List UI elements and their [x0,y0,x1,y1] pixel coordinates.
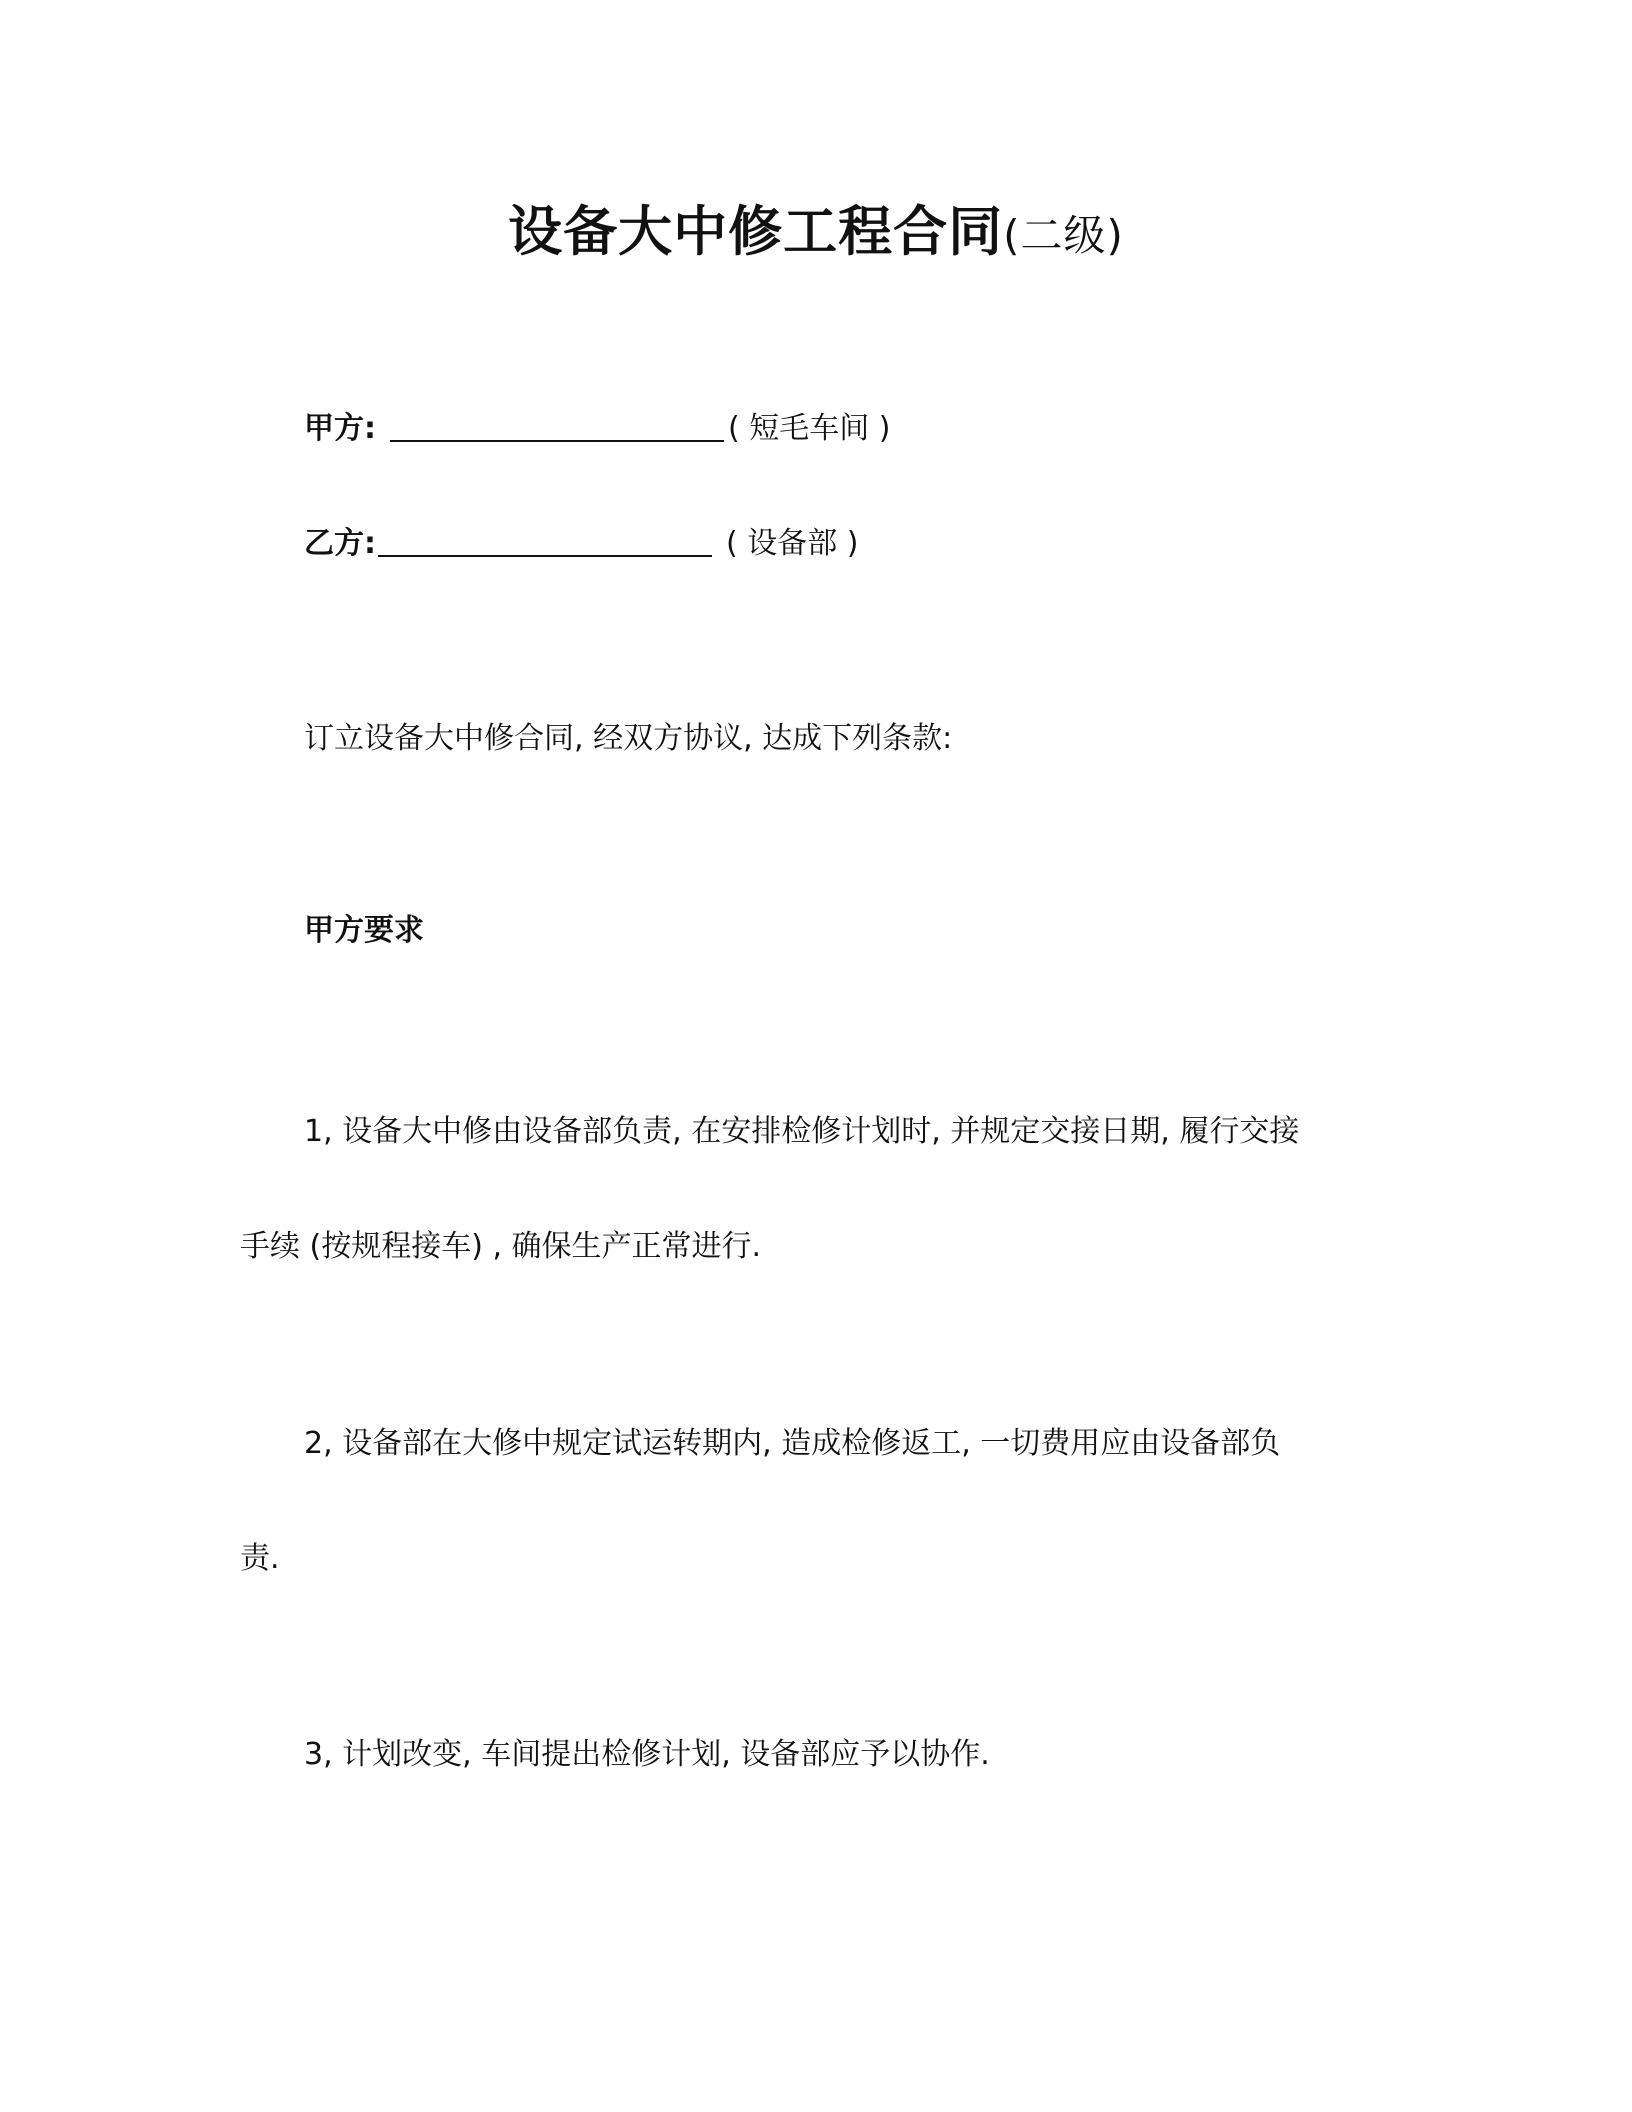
clause-1-line-1: 1, 设备大中修由设备部负责, 在安排检修计划时, 并规定交接日期, 履行交接 [304,1114,1300,1149]
document-title [0,196,1632,272]
title-main: 设备大中修工程合同 [508,200,1004,263]
clause-2-line-1: 2, 设备部在大修中规定试运转期内, 造成检修返工, 一切费用应由设备部负 [304,1426,1281,1461]
party-a-blank [390,408,724,442]
clause-3-line-1: 3, 计划改变, 车间提出检修计划, 设备部应予以协作. [304,1737,990,1772]
party-a-note: ( 短毛车间 ) [728,411,891,446]
intro-paragraph: 订立设备大中修合同, 经双方协议, 达成下列条款: [304,721,953,756]
title-suffix: (二级) [1003,211,1124,260]
party-b-label: 乙方: [304,526,376,561]
section-heading: 甲方要求 [304,913,424,948]
clause-1-line-2: 手续 (按规程接车) , 确保生产正常进行. [240,1229,762,1264]
party-b-blank [378,523,712,557]
party-b-note: ( 设备部 ) [726,526,859,561]
party-b-line [304,522,858,566]
clause-2-line-2: 责. [240,1541,280,1576]
party-a-label: 甲方: [304,411,376,446]
party-a-line [304,407,890,451]
